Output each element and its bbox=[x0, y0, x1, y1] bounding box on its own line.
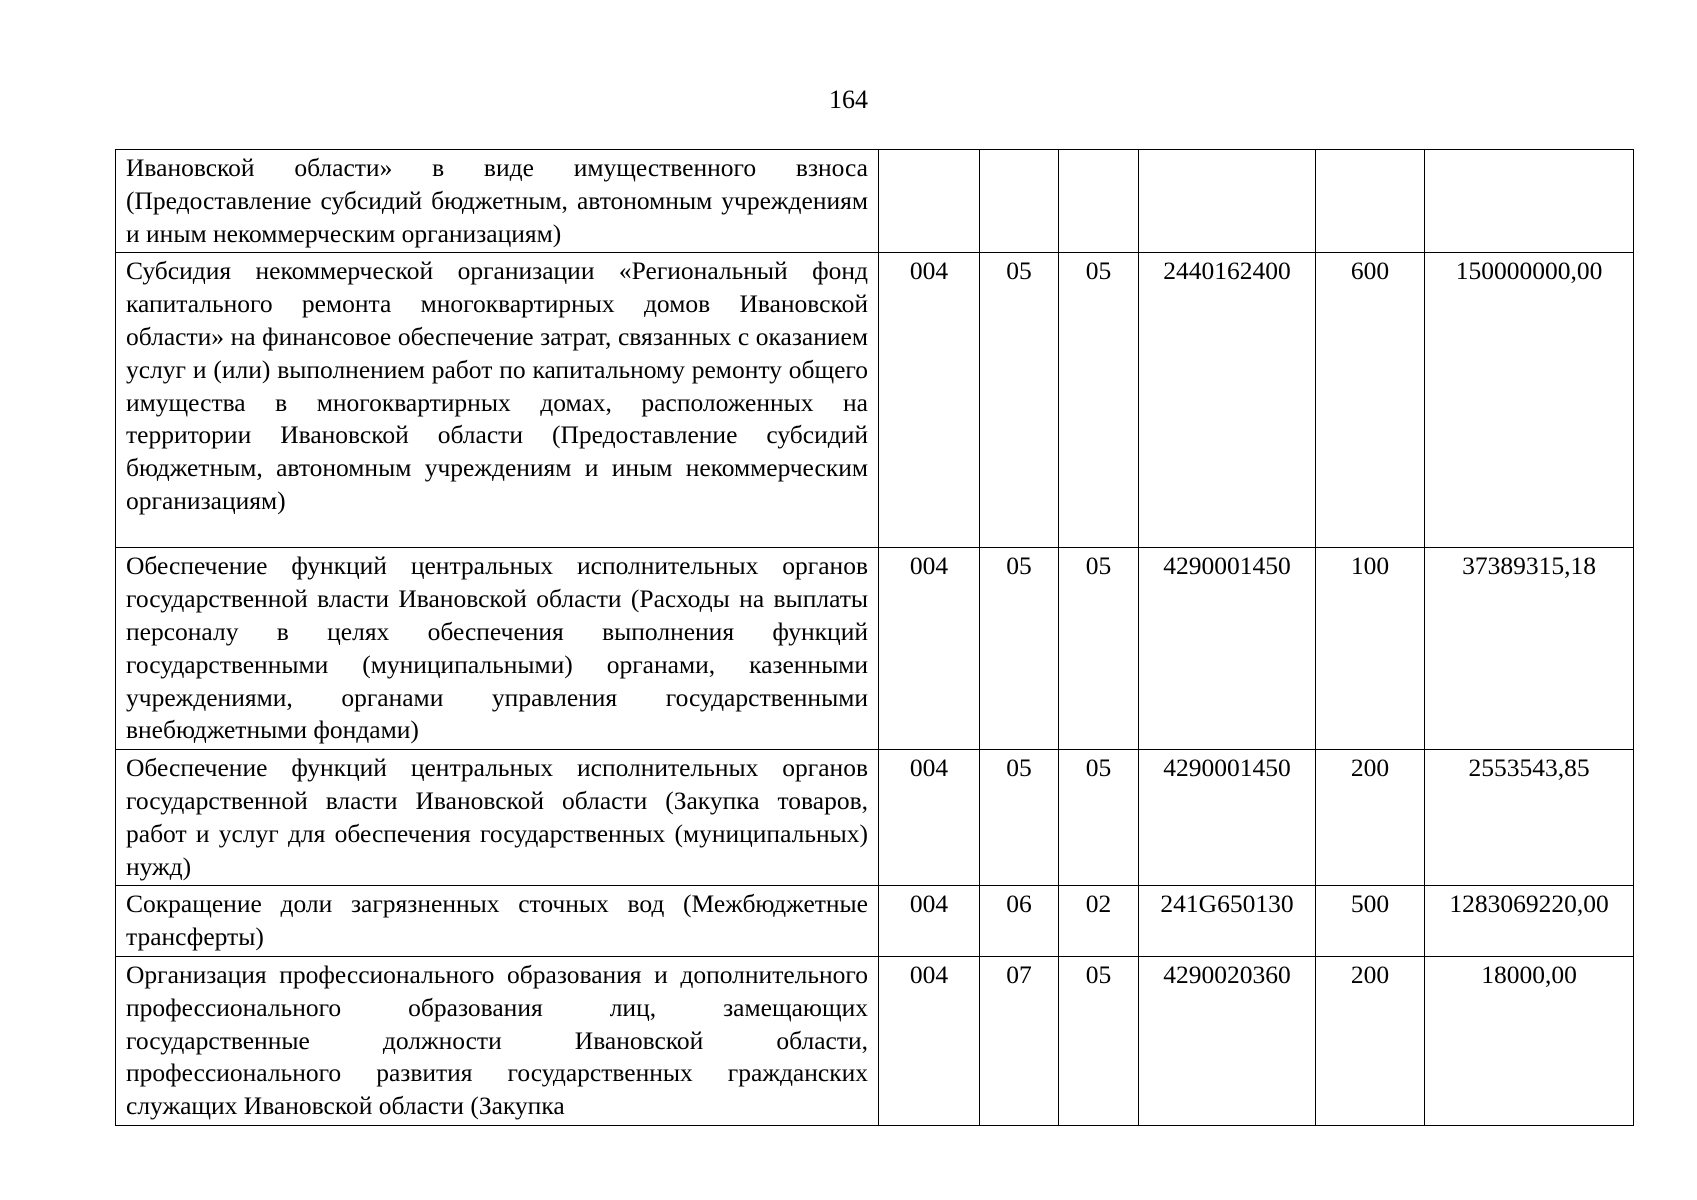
row-expense-type: 200 bbox=[1316, 956, 1425, 1125]
row-expense-type: 500 bbox=[1316, 886, 1425, 957]
row-section-code: 05 bbox=[980, 750, 1059, 886]
row-amount: 37389315,18 bbox=[1425, 548, 1634, 750]
row-expense-type: 100 bbox=[1316, 548, 1425, 750]
row-target-article: 4290020360 bbox=[1139, 956, 1316, 1125]
row-amount: 150000000,00 bbox=[1425, 253, 1634, 548]
page-number: 164 bbox=[829, 85, 868, 114]
row-ministry-code bbox=[879, 150, 980, 253]
row-ministry-code: 004 bbox=[879, 253, 980, 548]
row-subsection-code bbox=[1059, 150, 1139, 253]
row-amount bbox=[1425, 150, 1634, 253]
table-row bbox=[116, 150, 1634, 253]
row-description: Обеспечение функций центральных исполнительных органов государственной власти Ивановской области (Расходы на выплаты персоналу в целях обеспечения выполнения функций государственными (муниципальными) органами, казенными учреждениями, органами управления государственными внебюджетными фондами) bbox=[116, 548, 879, 750]
row-section-code: 05 bbox=[980, 548, 1059, 750]
row-section-code: 05 bbox=[980, 253, 1059, 548]
row-section-code: 07 bbox=[980, 956, 1059, 1125]
row-description: Обеспечение функций центральных исполнительных органов государственной власти Ивановской области (Закупка товаров, работ и услуг для обеспечения государственных (муниципальных) нужд) bbox=[116, 750, 879, 886]
row-target-article bbox=[1139, 150, 1316, 253]
budget-table bbox=[115, 149, 1634, 1126]
row-description: Организация профессионального образования и дополнительного профессионального образования лиц, замещающих государственные должности Ивановской области, профессионального развития государственных гражданских служащих Ивановской области (Закупка bbox=[116, 956, 879, 1125]
row-description: Субсидия некоммерческой организации «Региональный фонд капитального ремонта многоквартирных домов Ивановской области» на финансовое обеспечение затрат, связанных с оказанием услуг и (или) выполнением работ по капитальному ремонту общего имущества в многоквартирных домах, расположенных на территории Ивановской области (Предоставление субсидий бюджетным, автономным учреждениям и иным некоммерческим организациям) bbox=[116, 253, 879, 548]
row-ministry-code: 004 bbox=[879, 886, 980, 957]
row-subsection-code: 05 bbox=[1059, 956, 1139, 1125]
row-expense-type bbox=[1316, 150, 1425, 253]
row-subsection-code: 05 bbox=[1059, 548, 1139, 750]
row-section-code: 06 bbox=[980, 886, 1059, 957]
table-row bbox=[116, 253, 1634, 548]
row-amount: 18000,00 bbox=[1425, 956, 1634, 1125]
table-row bbox=[116, 548, 1634, 750]
row-ministry-code: 004 bbox=[879, 956, 980, 1125]
row-description: Сокращение доли загрязненных сточных вод (Межбюджетные трансферты) bbox=[116, 886, 879, 957]
row-target-article: 4290001450 bbox=[1139, 750, 1316, 886]
table-row bbox=[116, 750, 1634, 886]
row-ministry-code: 004 bbox=[879, 548, 980, 750]
row-target-article: 4290001450 bbox=[1139, 548, 1316, 750]
row-subsection-code: 02 bbox=[1059, 886, 1139, 957]
row-target-article: 241G650130 bbox=[1139, 886, 1316, 957]
row-ministry-code: 004 bbox=[879, 750, 980, 886]
table-row bbox=[116, 886, 1634, 957]
row-amount: 2553543,85 bbox=[1425, 750, 1634, 886]
row-subsection-code: 05 bbox=[1059, 750, 1139, 886]
row-subsection-code: 05 bbox=[1059, 253, 1139, 548]
row-expense-type: 600 bbox=[1316, 253, 1425, 548]
row-description: Ивановской области» в виде имущественного взноса (Предоставление субсидий бюджетным, автономным учреждениям и иным некоммерческим организациям) bbox=[116, 150, 879, 253]
row-amount: 1283069220,00 bbox=[1425, 886, 1634, 957]
table-row bbox=[116, 956, 1634, 1125]
row-target-article: 2440162400 bbox=[1139, 253, 1316, 548]
row-expense-type: 200 bbox=[1316, 750, 1425, 886]
row-section-code bbox=[980, 150, 1059, 253]
